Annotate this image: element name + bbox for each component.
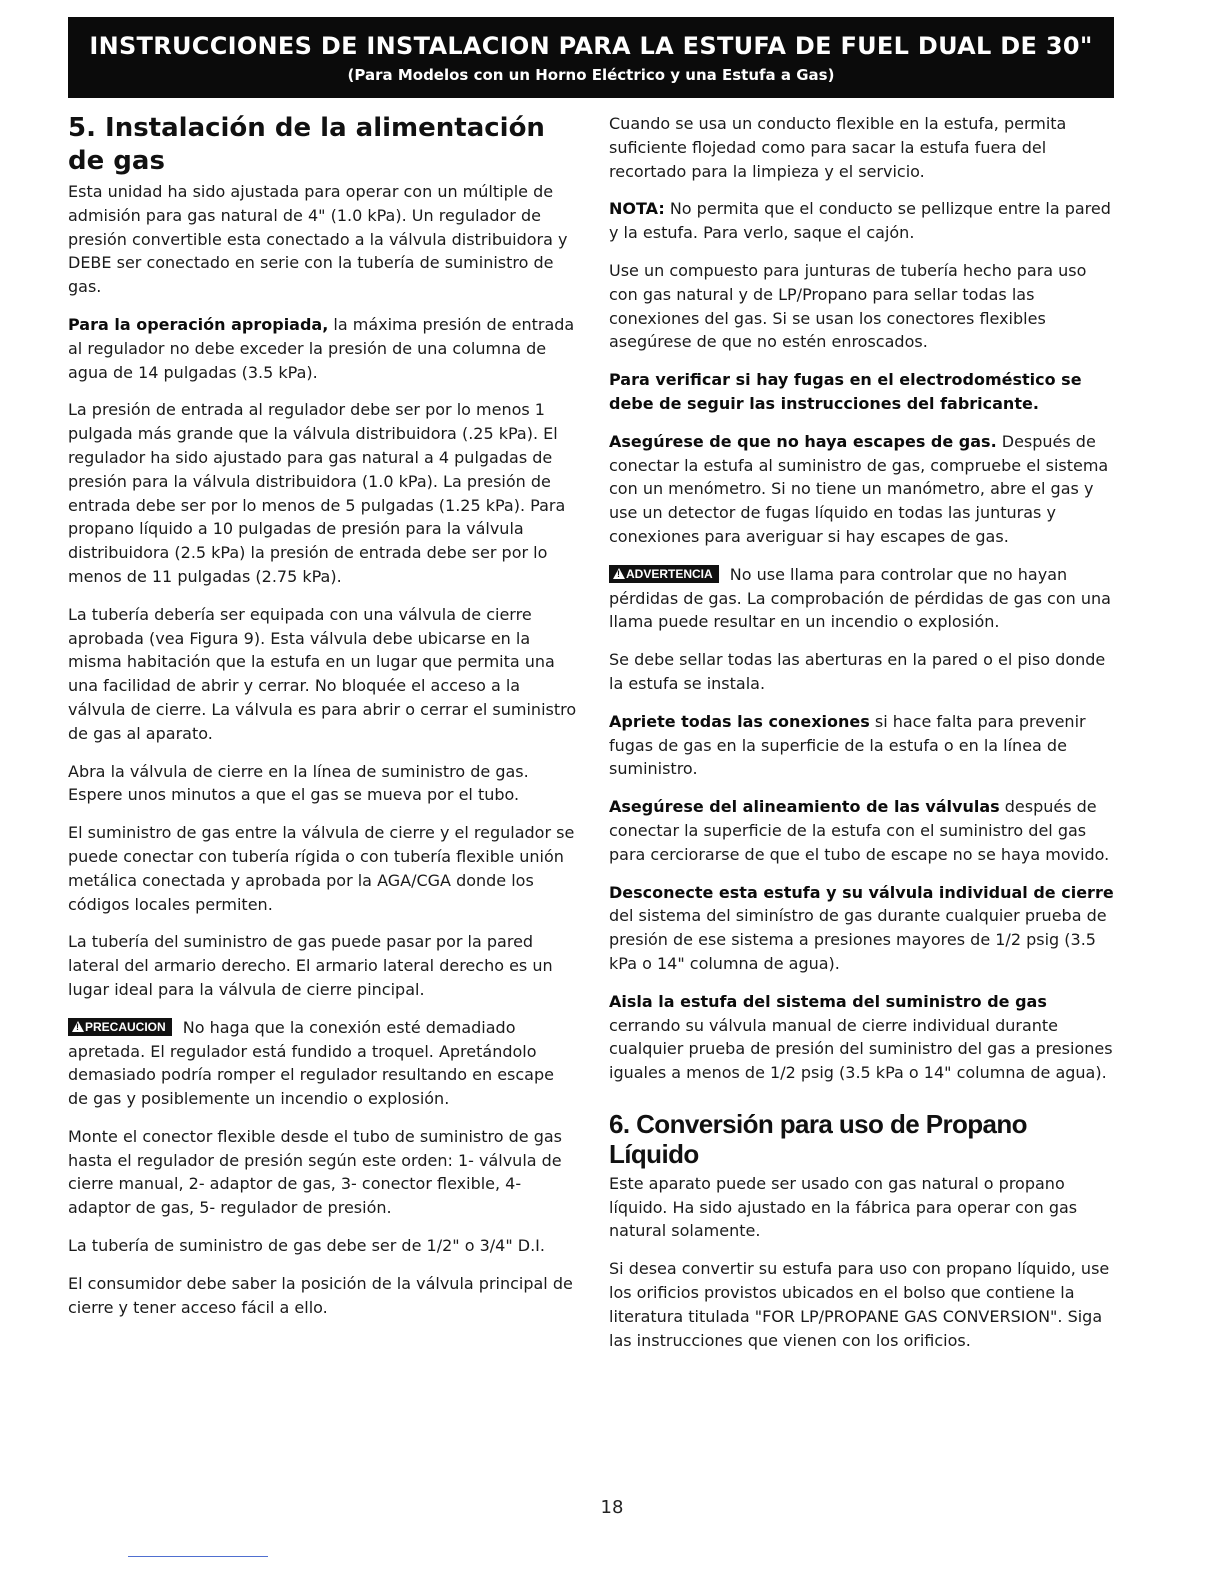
warning-triangle-icon (613, 568, 625, 579)
paragraph: El consumidor debe saber la posición de la válvula principal de cierre y tener acceso fácil a ello. (68, 1273, 573, 1317)
section-6-heading: 6. Conversión para uso de Propano Líquido (609, 1108, 1027, 1169)
paragraph-text: Después de conectar la estufa al suministro de gas, compruebe el sistema con un menómetro. Si no tiene un manómetro, abre el gas y use un detector de fugas líquido en todas las junturas y conexiones para averiguar si hay escapes de gas. (609, 431, 1109, 546)
caution-paragraph (68, 1016, 578, 1111)
bold-lead: Asegúrese de que no haya escapes de gas. (609, 431, 997, 451)
paragraph (609, 710, 1119, 781)
paragraph (609, 881, 1119, 976)
section-5-heading: 5. Instalación de la alimentación de gas (68, 113, 545, 176)
paragraph-text: si hace falta para prevenir fugas de gas en la superficie de la estufa o en la línea de suministro. (609, 711, 1086, 779)
paragraph: Cuando se usa un conducto flexible en la estufa, permita suficiente flojedad como para sacar la estufa fuera del recortado para la limpieza y el servicio. (609, 114, 1067, 181)
paragraph: Se debe sellar todas las aberturas en la pared o el piso donde la estufa se instala. (609, 650, 1106, 693)
header-banner (68, 17, 1114, 98)
bold-lead: Para la operación apropiada, (68, 314, 329, 334)
paragraph-text: después de conectar la superficie de la estufa con el suministro del gas para cerciorarse de que el tubo de escape no se haya movido. (609, 797, 1110, 864)
paragraph: La tubería del suministro de gas puede pasar por la pared lateral del armario derecho. El armario lateral derecho es un lugar ideal para la válvula de cierre pincipal. (68, 932, 553, 999)
footer-rule (128, 1556, 268, 1557)
paragraph-text: No use llama para controlar que no hayan pérdidas de gas. La comprobación de pérdidas de gas con una llama puede resultar en un incendio o explosión. (609, 564, 1111, 632)
document-title: INSTRUCCIONES DE INSTALACION PARA LA ESTUFA DE FUEL DUAL DE 30" (89, 32, 1093, 60)
paragraph (609, 795, 1119, 866)
paragraph: Use un compuesto para junturas de tubería hecho para uso con gas natural y de LP/Propano para sellar todas las conexiones del gas. Si se usan los conectores flexibles asegúrese de que no estén enroscados. (609, 260, 1087, 352)
paragraph: Si desea convertir su estufa para uso con propano líquido, use los orificios provistos ubicados en el bolso que contiene la literatura titulada "FOR LP/PROPANE GAS CONVERSION". Siga las instrucciones que vienen con los orificios. (609, 1259, 1110, 1350)
warning-badge-label: ADVERTENCIA (626, 566, 713, 581)
paragraph (68, 313, 578, 384)
bold-lead: NOTA: (609, 199, 665, 219)
paragraph: Este aparato puede ser usado con gas natural o propano líquido. Ha sido ajustado en la fábrica para operar con gas natural solamente. (609, 1173, 1078, 1241)
bold-lead: Apriete todas las conexiones (609, 711, 870, 731)
paragraph: El suministro de gas entre la válvula de cierre y el regulador se puede conectar con tubería rígida o con tubería flexible unión metálica conectada y aprobada por la AGA/CGA donde los códigos locales permiten. (68, 823, 575, 914)
paragraph: La tubería de suministro de gas debe ser de 1/2" o 3/4" D.I. (68, 1236, 545, 1256)
paragraph: Esta unidad ha sido ajustada para operar con un múltiple de admisión para gas natural de 4" (1.0 kPa). Un regulador de presión convertible esta conectado a la válvula distribuidora y DEBE ser conectado en serie con la tubería de suministro de gas. (68, 182, 568, 297)
paragraph-text: No permita que el conducto se pellizque entre la pared y la estufa. Para verlo, saque el cajón. (609, 199, 1111, 243)
right-column (609, 112, 1119, 1366)
warning-triangle-icon (72, 1021, 84, 1032)
paragraph: La tubería debería ser equipada con una válvula de cierre aprobada (vea Figura 9). Esta válvula debe ubicarse en la misma habitación que la estufa en un lugar que permita una una facilidad de abrir y cerrar. No bloquée el acceso a la válvula de cierre. La válvula es para abrir o cerrar el suministro de gas al aparato. (68, 604, 577, 743)
note-paragraph (609, 197, 1119, 245)
paragraph (609, 368, 1119, 416)
warning-badge (609, 565, 719, 583)
bold-lead: Aisla la estufa del sistema del suministro de gas (609, 991, 1047, 1011)
bold-paragraph: Para verificar si hay fugas en el electrodoméstico se debe de seguir las instrucciones del fabricante. (609, 370, 1082, 413)
warning-paragraph (609, 563, 1119, 634)
paragraph (609, 430, 1119, 549)
caution-badge-label: PRECAUCION (85, 1019, 166, 1034)
paragraph: La presión de entrada al regulador debe ser por lo menos 1 pulgada más grande que la válvula distribuidora (.25 kPa). El regulador ha sido ajustado para gas natural a 4 pulgadas de presión para la válvula distribuidora (1.0 kPa). La presión de entrada debe ser por lo menos de 5 pulgadas (1.25 kPa). Para propano líquido a 10 pulgadas de presión para la válvula distribuidora (2.5 kPa) la presión de entrada debe ser por lo menos de 11 pulgadas (2.75 kPa). (68, 400, 566, 586)
paragraph-text: la máxima presión de entrada al regulador no debe exceder la presión de una columna de agua de 14 pulgadas (3.5 kPa). (68, 314, 575, 382)
paragraph (609, 990, 1119, 1085)
paragraph-text: cerrando su válvula manual de cierre individual durante cualquier prueba de presión del suministro del gas a presiones iguales a menos de 1/2 psig (3.5 kPa o 14" columna de agua). (609, 1015, 1113, 1083)
paragraph: Monte el conector flexible desde el tubo de suministro de gas hasta el regulador de presión según este orden: 1- válvula de cierre manual, 2- adaptor de gas, 3- conector flexible, 4- adaptor de gas, 5- regulador de presión. (68, 1126, 563, 1218)
caution-badge (68, 1018, 172, 1036)
left-column (68, 112, 578, 1333)
paragraph-text: del sistema del siminístro de gas durante cualquier prueba de presión de ese sistema a presiones mayores de 1/2 psig (3.5 kPa o 14" columna de agua). (609, 906, 1107, 973)
document-subtitle: (Para Modelos con un Horno Eléctrico y una Estufa a Gas) (347, 66, 835, 84)
bold-lead: Desconecte esta estufa y su válvula individual de cierre (609, 882, 1114, 902)
paragraph-text: No haga que la conexión esté demadiado apretada. El regulador está fundido a troquel. Apretándolo demasiado podría romper el regulador resultando en escape de gas y posiblemente un incendio o explosión. (68, 1017, 554, 1109)
bold-lead: Asegúrese del alineamiento de las válvulas (609, 797, 1000, 817)
paragraph: Abra la válvula de cierre en la línea de suministro de gas. Espere unos minutos a que el gas se mueva por el tubo. (68, 761, 529, 805)
page-number: 18 (600, 1497, 624, 1518)
